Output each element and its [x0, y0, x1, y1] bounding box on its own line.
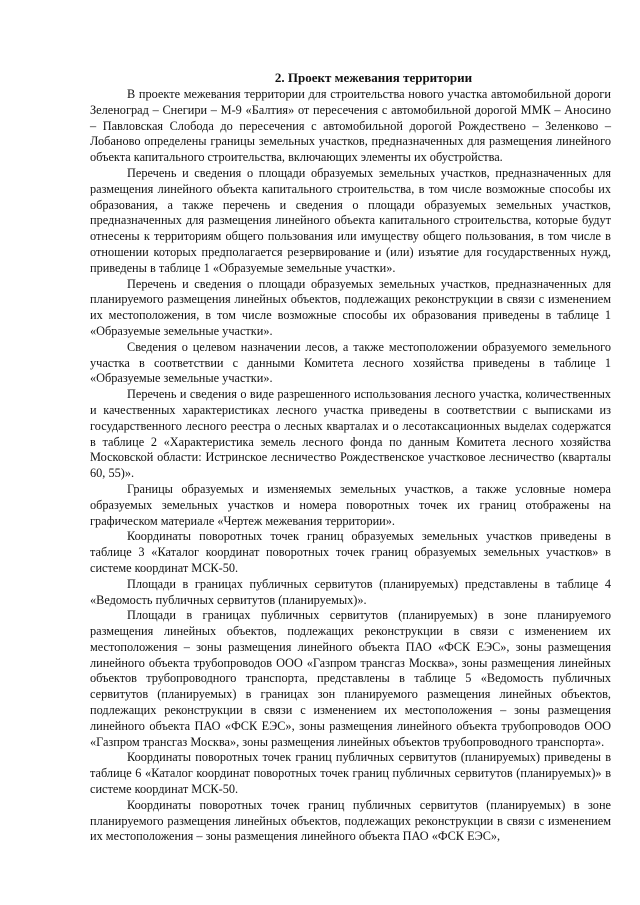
section-title: 2. Проект межевания территории: [274, 70, 473, 85]
paragraph-9: Площади в границах публичных сервитутов (планируемых) в зоне планируемого размещения линейных объектов, подлежащих реконструкции в связи с изменением их местоположения – зоны размещения линейного объекта ПАО «ФСК ЕЭС», зоны размещения линейного объекта трубопроводов ООО «Газпром трансгаз Москва», зоны размещения линейных объектов трубопроводного транспорта, представлены в таблице 5 «Ведомость публичных сервитутов (планируемых) в границах зон планируемого размещения линейных объектов, подлежащих реконструкции в связи с изменением их местоположения – зоны размещения линейного объекта ПАО «ФСК ЕЭС», зоны размещения линейного объекта трубопроводов ООО «Газпром трансгаз Москва», зоны размещения линейных объектов трубопроводного транспорта».: [90, 608, 611, 749]
paragraph-7: Координаты поворотных точек границ образуемых земельных участков приведены в таблице 3 «Каталог координат поворотных точек границ образуемых земельных участков» в системе координат МСК-50.: [90, 529, 611, 575]
paragraph-10: Координаты поворотных точек границ публичных сервитутов (планируемых) приведены в таблице 6 «Каталог координат поворотных точек границ публичных сервитутов (планируемых)» в системе координат МСК-50.: [90, 750, 611, 797]
paragraph-11: Координаты поворотных точек границ публичных сервитутов (планируемых) в зоне планируемого размещения линейных объектов, подлежащих реконструкции в связи с изменением их местоположения – зоны размещения линейного объекта ПАО «ФСК ЕЭС»,: [90, 797, 611, 844]
paragraph-4: Сведения о целевом назначении лесов, а также местоположении образуемого земельного участка в соответствии с данными Комитета лесного хозяйства приведены в таблице 1 «Образуемые земельные участки».: [90, 339, 611, 386]
paragraph-3: Перечень и сведения о площади образуемых земельных участков, предназначенных для планируемого размещения линейных объектов, подлежащих реконструкции в связи с изменением их местоположения, в том числе возможные способы их образования приведены в таблице 1 «Образуемые земельные участки».: [90, 276, 611, 338]
paragraph-6: Границы образуемых и изменяемых земельных участков, а также условные номера образуемых земельных участков и номера поворотных точек их границ отображены на графическом материале «Чертеж межевания территории».: [90, 481, 611, 528]
paragraph-2: Перечень и сведения о площади образуемых земельных участков, предназначенных для размещения линейного объекта капитального строительства, в том числе возможные способы их образования, а также перечень и сведения о площади образуемых земельных участков, предназначенных для размещения линейного объекта капитального строительства, которые будут отнесены к территориям общего пользования или имуществу общего пользования, в том числе в отношении которых предполагается резервирование и (или) изъятие для государственных нужд, приведены в таблице 1 «Образуемые земельные участки».: [90, 165, 611, 275]
paragraph-8: Площади в границах публичных сервитутов (планируемых) представлены в таблице 4 «Ведомость публичных сервитутов (планируемых)».: [90, 576, 611, 607]
paragraph-1: В проекте межевания территории для строительства нового участка автомобильной дороги Зеленоград – Снегири – М-9 «Балтия» от пересечения с автомобильной дорогой ММК – Аносино – Павловская Слобода до пересечения с автомобильной дорогой Рождествено – Зеленково – Лобаново определены границы земельных участков, предназначенных для размещения линейного объекта капитального строительства, включающих элементы их обустройства.: [90, 87, 611, 165]
paragraph-5: Перечень и сведения о виде разрешенного использования лесного участка, количественных и качественных характеристиках лесного участка приведены в соответствии с выписками из государственного лесного реестра о лесных кварталах и о лесотаксационных выделах содержатся в таблице 2 «Характеристика земель лесного фонда по данным Комитета лесного хозяйства Московской области: Истринское лесничество Рождественское участковое лесничество (кварталы 60, 55)».: [90, 387, 611, 481]
